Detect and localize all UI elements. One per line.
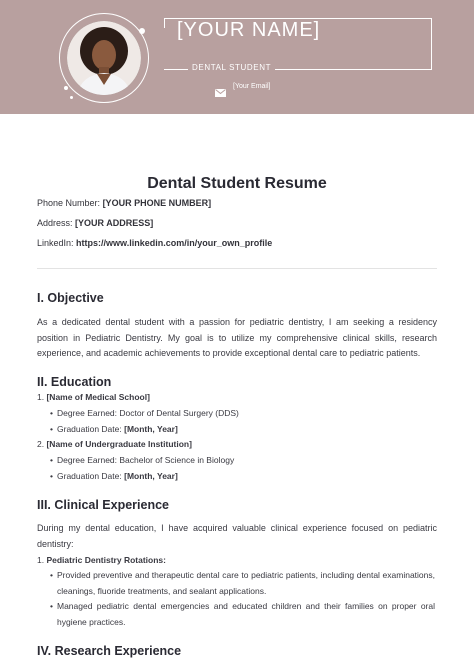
school-name: [Name of Medical School] [46, 392, 150, 402]
list-number: 2. [37, 439, 45, 449]
graduation-value: [Month, Year] [124, 424, 178, 434]
name-frame-edge [164, 18, 165, 28]
contact-linkedin [37, 238, 272, 248]
clinical-heading: III. Clinical Experience [37, 498, 170, 512]
clinical-intro: During my dental education, I have acquired valuable clinical experience focused on pediatric dentistry: [37, 523, 437, 549]
phone-value: [YOUR PHONE NUMBER] [102, 198, 212, 208]
linkedin-value[interactable]: https://www.linkedin.com/in/your_own_profile [76, 238, 273, 248]
envelope-icon [215, 84, 226, 102]
clinical-bullet: Managed pediatric dental emergencies and educated children and their families on proper oral hygiene practices. [57, 601, 435, 627]
clinical-item [37, 555, 166, 565]
bullet-icon: • [50, 424, 53, 434]
profile-photo [67, 21, 141, 95]
list-number: 1. [37, 392, 45, 402]
bullet-icon: • [50, 408, 53, 418]
decor-dot [70, 96, 73, 99]
profile-photo-image [67, 21, 141, 95]
education-item [37, 439, 192, 449]
degree-line: Degree Earned: Doctor of Dental Surgery (DDS) [57, 408, 239, 418]
graduation-line [57, 471, 178, 481]
graduation-line [57, 424, 178, 434]
list-number: 1. [37, 555, 45, 565]
education-item [37, 392, 150, 402]
candidate-email: [Your Email] [233, 83, 271, 90]
contact-address [37, 218, 153, 228]
decor-dot [64, 86, 68, 90]
linkedin-label: LinkedIn: [37, 238, 74, 248]
clinical-item-title: Pediatric Dentistry Rotations: [46, 555, 166, 565]
graduation-label: Graduation Date: [57, 424, 122, 434]
address-label: Address: [37, 218, 73, 228]
divider [37, 268, 437, 269]
address-value: [YOUR ADDRESS] [75, 218, 154, 228]
bullet-icon: • [50, 455, 53, 465]
school-name: [Name of Undergraduate Institution] [46, 439, 192, 449]
page-title: Dental Student Resume [147, 175, 327, 192]
phone-label: Phone Number: [37, 198, 101, 208]
clinical-bullet: Provided preventive and therapeutic dental care to pediatric patients, including dental examinations, cleanings, fluoride treatments, and sealant applications. [57, 570, 435, 596]
bullet-icon: • [50, 570, 53, 580]
graduation-label: Graduation Date: [57, 471, 122, 481]
research-heading: IV. Research Experience [37, 644, 182, 658]
objective-text: As a dedicated dental student with a passion for pediatric dentistry, I am seeking a residency position in Pediatric Dentistry. My goal is to utilize my comprehensive clinical skills, research experience, and academic achievements to provide exceptional dental care to pediatric patients. [37, 317, 437, 358]
candidate-role: DENTAL STUDENT [188, 63, 275, 72]
bullet-icon: • [50, 471, 53, 481]
objective-heading: I. Objective [37, 291, 104, 305]
graduation-value: [Month, Year] [124, 471, 178, 481]
decor-dot [139, 28, 145, 34]
degree-line: Degree Earned: Bachelor of Science in Biology [57, 455, 235, 465]
bullet-icon: • [50, 601, 53, 611]
contact-phone [37, 198, 211, 208]
education-heading: II. Education [37, 375, 112, 389]
candidate-name: [YOUR NAME] [177, 19, 321, 41]
